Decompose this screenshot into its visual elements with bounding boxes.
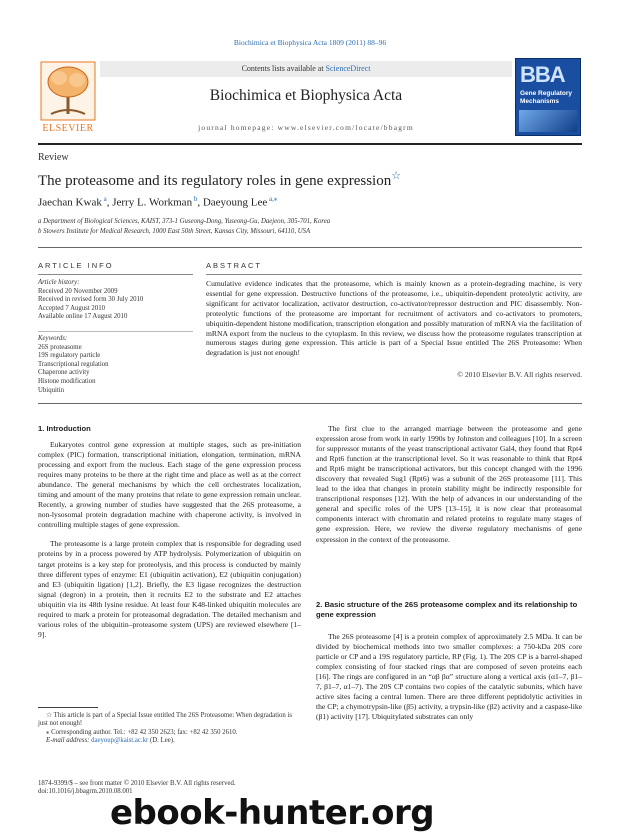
cover-title: BBA [520,62,565,87]
contents-prefix: Contents lists available at [241,64,324,73]
cover-graphic [519,110,577,132]
journal-homepage[interactable]: journal homepage: www.elsevier.com/locate/bbagrm [198,123,414,132]
sciencedirect-link[interactable]: ScienceDirect [325,64,371,73]
email-link[interactable]: daeyoup@kaist.ac.kr [91,737,149,745]
paragraph: The proteasome is a large protein complex that is responsible for degrading used proteins by in a process powered by ATP hydrolysis. Polymerization of ubiquitin on target proteins is a key step for proteolysis, and this process is conducted by mainly three different types of enzyme: E1 (ubiquitin activation), E2 (ubiquitin conjugation) and E3 (ubiquitin ligation) [1,2]. Briefly, the E3 ligase recognizes the destruction signal (degron) in a protein, then it recruits E2 to the substrate and E2 attaches ubiquitin via its 48th lysine residue. At least four K48-linked ubiquitin molecules are required to mark a protein for proteasomal degradation. The detailed mechanism and various roles of the ubiquitin–proteasome system (UPS) are reviewed elsewhere [1–9]. [38,539,301,639]
history-item: Received in revised form 30 July 2010 [38,296,144,304]
paragraph: The first clue to the arranged marriage between the proteasome and gene expression arose from work in early 1990s by Johnston and colleagues [10]. In a screen for suppressor mutants of the yeast transcriptional activator Gal4, they found that Rpt4 and Rpt6 function at the transcriptional level. So it was reasonable to think that Rpt4 and Rpt6 might be transcriptional activators, but this concept changed with the 1996 discovery that revealed Sug1 (Rpt6) was a subunit of the 26S proteasome [11]. This lead to the idea that changes in protein stability might be indirectly responsible for transcriptional responses [12]. With the help of advances in our understanding of the general and specific roles of the UPS [13–15], it is now clear that proteasomal components interact with chromatin and related proteins to regulate many stages of gene expression. Here, we review the diverse regulatory mechanisms of gene expression in the context of the proteasome. [316,424,582,544]
left-column-body [38,440,301,640]
footnote-corresponding: ⁎ Corresponding author. Tel.: +82 42 350 2623; fax: +82 42 350 2610. [46,728,238,736]
abstract-text: Cumulative evidence indicates that the proteasome, which is mainly known as a protein-degrading machine, is very essential for gene expression. Destructive functions of the proteasome, i.e., ubiquitin-dependent proteolytic activity, are significant for activator localization, activator destruction, co-activator/repressor destruction and PIC disassembly. Non-proteolytic functions of the proteasome are important for recruitment of activators and co-activators to promoters, ubiquitin-dependent histone modification, transcription elongation and possibly maturation of mRNA via the facilitation of mRNA export from the nucleus to the cytoplasm. In this review, we discuss how the proteasome regulates transcription at numerous stages during gene expression. This article is part of a Special Issue entitled The 26S Proteasome: When degradation is just not enough! [206,279,582,358]
author-name: Daeyoung Lee [202,196,268,209]
email-suffix: (D. Lee). [148,737,175,745]
right-column-body [316,424,582,545]
history-label: Article history: [38,279,80,286]
title-star-mark[interactable]: ☆ [391,170,402,182]
keyword: Ubiquitin [38,386,65,394]
author-name: Jerry L. Workman [112,196,193,209]
history-item: Accepted 7 August 2010 [38,304,106,312]
paragraph: The 26S proteasome [4] is a protein complex of approximately 2.5 MDa. It can be divided by biochemical methods into two smaller complexes: a 750-kDa 20S core particle or CP and a 19S regulatory particle, RP (Fig. 1). The 20S CP is a barrel-shaped complex consisting of four stacked rings that are composed of seven proteins each [16]. The rings are configured in an “αβ βα” structure along a vertical axis (α1–7, β1–7, β1–7, α1–7). The 20S CP contains two copies of the catalytic subunits, which have active sites facing a central lumen. There are three different peptidolytic activities in the CP; a chymotrypsin-like (β5) activity, a trypsin-like (β2) activity and a caspase-like (β1) activity [17]. Ubiquitylated substrates can only [316,632,582,722]
author-list: Jaechan Kwak $^a$, Jerry L. Workman $^b$, Daeyoung Lee $^{a,⁎}$ [38,195,278,209]
affiliation: b Stowers Institute for Medical Research, 1000 East 50th Street, Kansas City, Missouri, 64110, USA [38,228,311,235]
doi-line[interactable]: doi:10.1016/j.bbagrm.2010.08.001 [38,788,133,796]
author-affil-mark[interactable]: a,⁎ [267,195,278,203]
header-rule [38,143,582,145]
elsevier-wordmark: ELSEVIER [42,123,94,134]
abstract-copyright: © 2010 Elsevier B.V. All rights reserved. [457,370,582,379]
journal-cover [515,58,581,136]
abstract-rule [206,274,582,275]
abstract-bottom-rule [38,403,582,404]
author-affil-mark[interactable]: a [101,195,107,203]
issn-line: 1874-9399/$ – see front matter © 2010 Elsevier B.V. All rights reserved. [38,780,236,787]
author-name: Jaechan Kwak [38,196,102,209]
article-history [38,279,198,322]
footnote-rule [38,707,98,708]
keyword-list [38,335,198,395]
footnotes [38,712,301,746]
right-column-body-continued [316,632,582,722]
article-title [38,169,401,190]
keyword: 26S proteasome [38,343,82,351]
history-item: Received 20 November 2009 [38,287,118,295]
email-label: E-mail address: [46,737,90,745]
history-item: Available online 17 August 2010 [38,313,128,321]
section-rule [38,247,582,248]
article-info-rule [38,274,193,275]
keyword: Chaperone activity [38,369,90,377]
title-text: The proteasome and its regulatory roles in gene expression [38,173,392,189]
keyword: Transcriptional regulation [38,360,109,368]
abstract-heading: ABSTRACT [206,261,263,270]
keywords-label: Keywords: [38,335,68,342]
elsevier-tree-logo [37,58,99,132]
keyword: 19S regulatory particle [38,352,101,360]
section-heading-introduction: 1. Introduction [38,424,91,433]
journal-title: Biochimica et Biophysica Acta [209,87,403,104]
author-affil-mark[interactable]: b [192,195,198,203]
affiliation: a Department of Biological Sciences, KAIST, 373-1 Guseong-Dong, Yuseong-Gu, Daejeon, 305-701, Korea [38,218,331,225]
paragraph: Eukaryotes control gene expression at multiple stages, such as pre-initiation complex (PIC) formation, transcriptional initiation, elongation, termination, mRNA processing and export from the nucleus. Each stage of the gene expression process requires many proteins to be there at the right time and place as well as at the correct abundance. The general mechanisms by which the cell orchestrates localization, timing and amount of the many proteins that relate to gene expression remain unclear. Recently, a growing number of studies have suggested that the 26S proteasome, a non-lysosomal protein degradation machine with chaperone activity, is involved in controlling multiple stages of gene expression. [38,440,301,530]
article-info-heading: ARTICLE INFO [38,261,114,270]
contents-bar [100,61,512,77]
cover-subtitle: Gene Regulatory Mechanisms [520,90,573,105]
watermark: ebook-hunter.org [110,793,435,833]
running-header[interactable]: Biochimica et Biophysica Acta 1809 (2011) 88–96 [233,38,387,47]
footnote-special-issue: ☆ This article is part of a Special Issue entitled The 26S Proteasome: When degradation is just not enough! [38,712,293,728]
history-rule [38,331,193,332]
keyword: Histone modification [38,377,96,385]
section-heading-structure: 2. Basic structure of the 26S proteasome complex and its relationship to gene expression [316,600,578,619]
article-section: Review [38,152,69,163]
